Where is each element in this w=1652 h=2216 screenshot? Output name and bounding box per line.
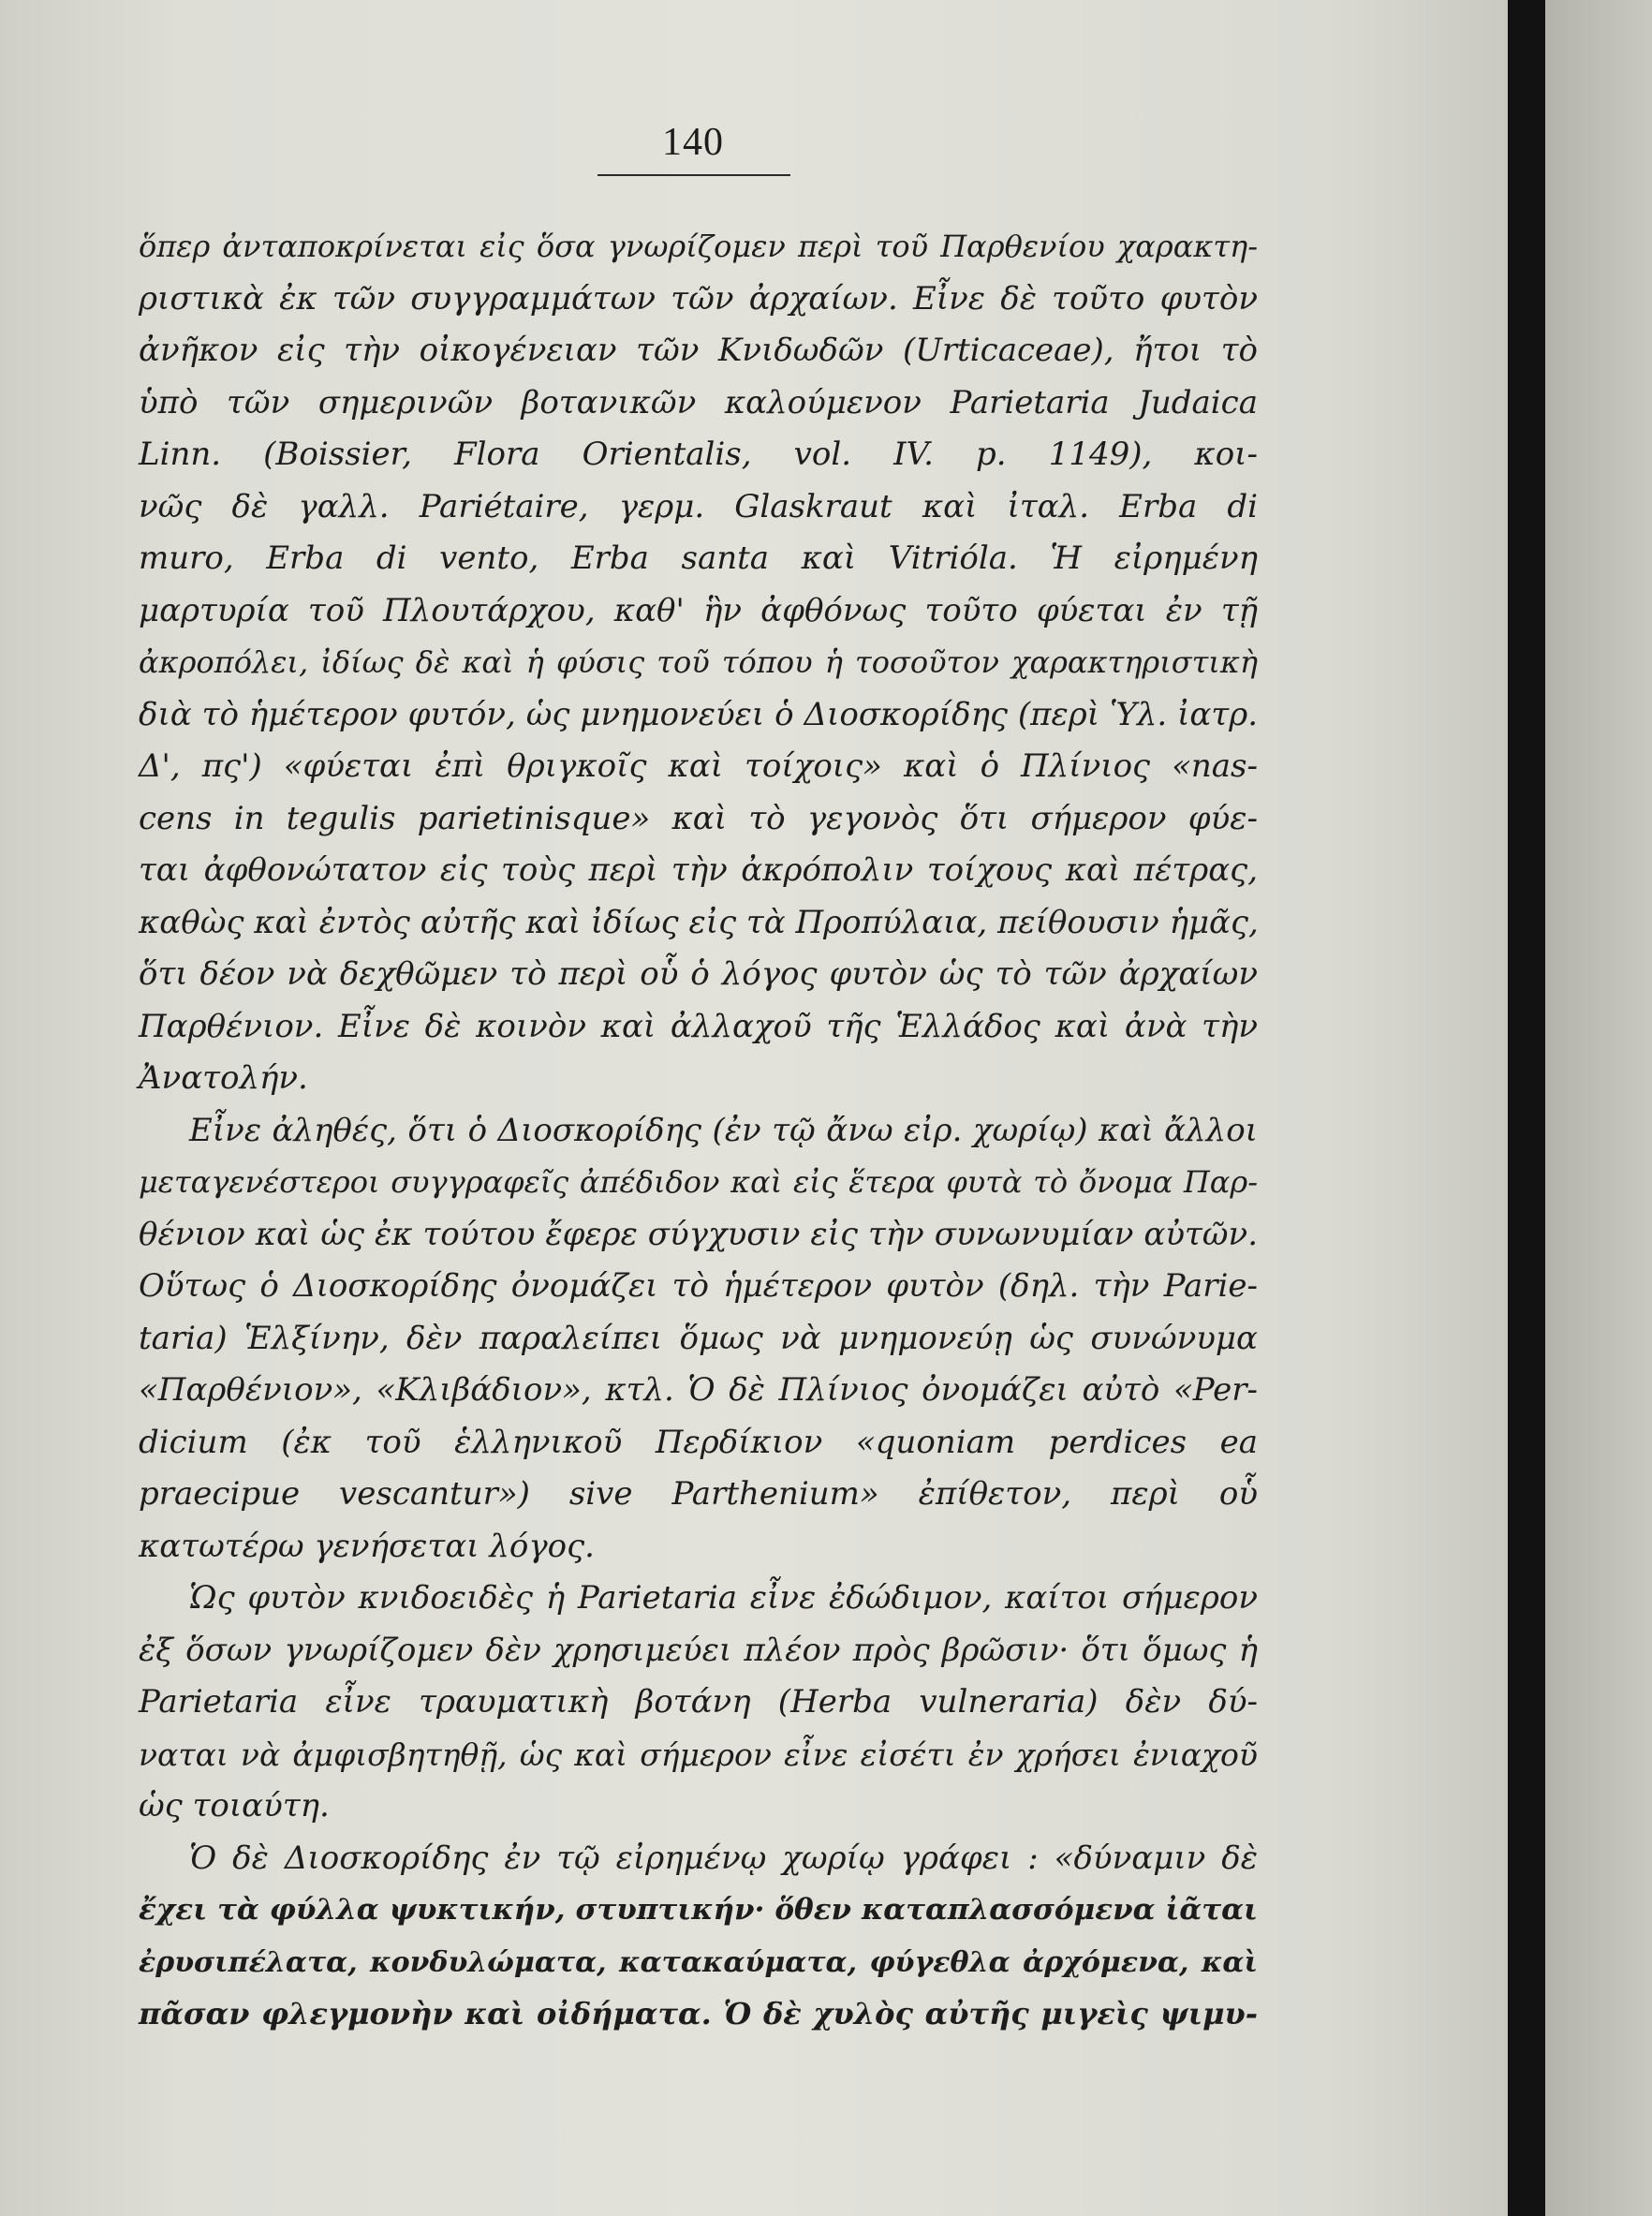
text-line: διὰ τὸ ἡμέτερον φυτόν, ὡς μνημονεύει ὁ Διοσκορίδης (περὶ Ὑλ. ἰατρ. [139,695,1258,733]
paragraph-start-line: Ὁ δὲ Διοσκορίδης ἐν τῷ εἰρημένῳ χωρίῳ γράφει : «δύναμιν δὲ [189,1839,1258,1877]
text-line: ὑπὸ τῶν σημερινῶν βοτανικῶν καλούμενον Parietaria Judaica [139,383,1258,421]
text-line: ναται νὰ ἀμφισβητηθῇ, ὡς καὶ σήμερον εἶνε εἰσέτι ἐν χρήσει ἐνιαχοῦ [139,1736,1258,1773]
text-line: ται ἀφθονώτατον εἰς τοὺς περὶ τὴν ἀκρόπολιν τοίχους καὶ πέτρας, [139,851,1258,889]
text-line: taria) Ἑλξίνην, δὲν παραλείπει ὅμως νὰ μνημονεύῃ ὡς συνώνυμα [139,1319,1258,1357]
text-line: ὡς τοιαύτη. [139,1787,330,1825]
text-line: cens in tegulis parietinisque» καὶ τὸ γεγονὸς ὅτι σήμερον φύε- [139,799,1258,837]
text-line: μαρτυρία τοῦ Πλουτάρχου, καθ' ἣν ἀφθόνως τοῦτο φύεται ἐν τῇ [139,591,1258,629]
text-line: ὅπερ ἀνταποκρίνεται εἰς ὅσα γνωρίζομεν περὶ τοῦ Παρθενίου χαρακτη- [139,229,1258,264]
text-line: Ἀνατολήν. [139,1059,308,1097]
text-line: dicium (ἐκ τοῦ ἑλληνικοῦ Περδίκιον «quoniam perdices ea [139,1423,1258,1461]
paragraph-start-line: Ὡς φυτὸν κνιδοειδὲς ἡ Parietaria εἶνε ἐδώδιμον, καίτοι σήμερον [189,1579,1258,1617]
text-line: praecipue vescantur») sive Parthenium» ἐπίθετον, περὶ οὗ [139,1475,1258,1513]
text-line: «Παρθένιον», «Κλιβάδιον», κτλ. Ὁ δὲ Πλίνιος ὀνομάζει αὐτὸ «Per- [139,1371,1258,1409]
quoted-text-line: ἔχει τὰ φύλλα ψυκτικήν, στυπτικήν· ὅθεν καταπλασσόμενα ἰᾶται [139,1893,1258,1927]
page-number-rule [597,174,790,176]
paragraph-start-line: Εἶνε ἀληθές, ὅτι ὁ Διοσκορίδης (ἐν τῷ ἄνω εἰρ. χωρίῳ) καὶ ἄλλοι [189,1111,1258,1149]
quoted-text-line: ἐρυσιπέλατα, κονδυλώματα, κατακαύματα, φύγεθλα ἀρχόμενα, καὶ [139,1945,1258,1979]
text-line: κατωτέρω γενήσεται λόγος. [139,1527,595,1565]
text-line: Παρθένιον. Εἶνε δὲ κοινὸν καὶ ἀλλαχοῦ τῆς Ἑλλάδος καὶ ἀνὰ τὴν [139,1007,1258,1045]
text-line: Οὕτως ὁ Διοσκορίδης ὀνομάζει τὸ ἡμέτερον φυτὸν (δηλ. τὴν Parie- [139,1267,1258,1305]
page-number: 140 [662,121,724,164]
text-line: καθὼς καὶ ἐντὸς αὐτῆς καὶ ἰδίως εἰς τὰ Προπύλαια, πείθουσιν ἡμᾶς, [139,903,1259,941]
text-line: ριστικὰ ἐκ τῶν συγγραμμάτων τῶν ἀρχαίων. Εἶνε δὲ τοῦτο φυτὸν [139,279,1258,318]
book-spine-shadow [1508,0,1545,2216]
text-line: Linn. (Boissier, Flora Orientalis, vol. IV. p. 1149), κοι- [139,436,1258,473]
text-line: μεταγενέστεροι συγγραφεῖς ἀπέδιδον καὶ εἰς ἕτερα φυτὰ τὸ ὄνομα Παρ- [139,1164,1258,1200]
text-line: νῶς δὲ γαλλ. Pariétaire, γερμ. Glaskraut καὶ ἰταλ. Erba di [139,487,1258,525]
book-gutter [1545,0,1652,2216]
text-line: ἀκροπόλει, ἰδίως δὲ καὶ ἡ φύσις τοῦ τόπου ἡ τοσοῦτον χαρακτηριστικὴ [139,644,1258,680]
text-line: ὅτι δέον νὰ δεχθῶμεν τὸ περὶ οὗ ὁ λόγος φυτὸν ὡς τὸ τῶν ἀρχαίων [139,955,1258,993]
body-text [139,221,1258,2041]
text-line: ἀνῆκον εἰς τὴν οἰκογένειαν τῶν Κνιδωδῶν (Urticaceae), ἤτοι τὸ [139,332,1258,369]
quoted-text-line: πᾶσαν φλεγμονὴν καὶ οἰδήματα. Ὁ δὲ χυλὸς αὐτῆς μιγεὶς ψιμυ- [139,1996,1258,2031]
text-line: Δ', πς') «φύεται ἐπὶ θριγκοῖς καὶ τοίχοις» καὶ ὁ Πλίνιος «nas- [139,747,1258,785]
text-line: θένιον καὶ ὡς ἐκ τούτου ἔφερε σύγχυσιν εἰς τὴν συνωνυμίαν αὐτῶν. [139,1215,1258,1253]
text-line: muro, Erba di vento, Erba santa καὶ Vitrióla. Ἡ εἰρημένη [139,539,1258,577]
text-line: Parietaria εἶνε τραυματικὴ βοτάνη (Herba vulneraria) δὲν δύ- [139,1683,1258,1721]
text-line: ἐξ ὅσων γνωρίζομεν δὲν χρησιμεύει πλέον πρὸς βρῶσιν· ὅτι ὅμως ἡ [139,1631,1258,1669]
